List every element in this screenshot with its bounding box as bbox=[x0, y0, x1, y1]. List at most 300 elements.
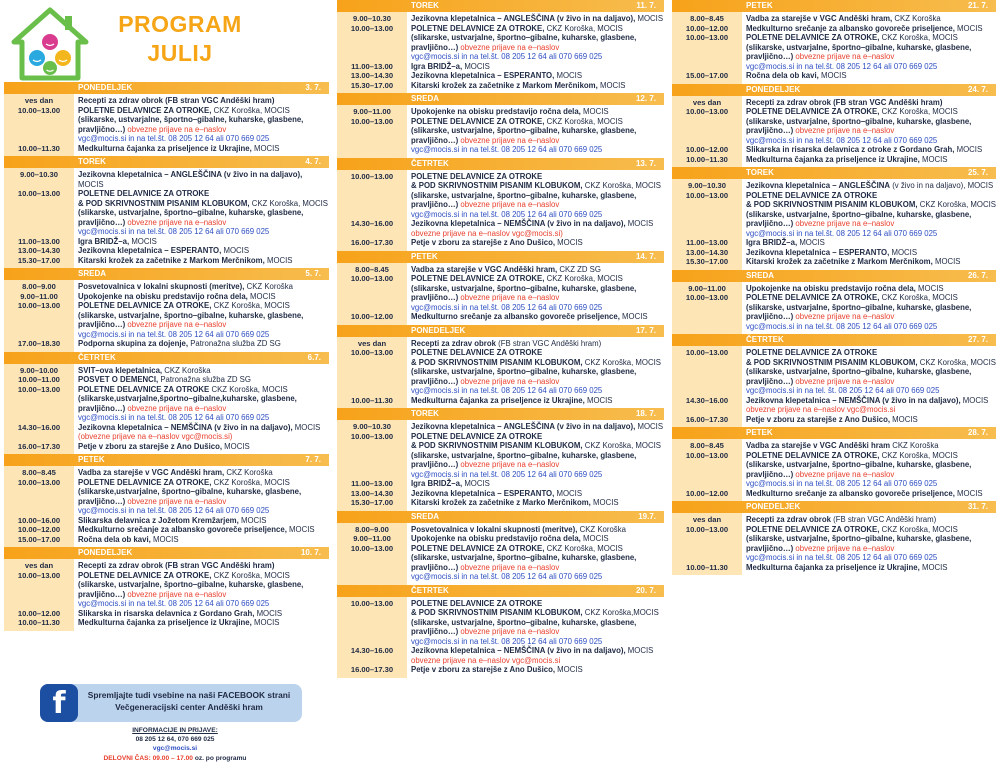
facebook-icon[interactable]: f bbox=[40, 684, 78, 722]
event-registration bbox=[411, 460, 664, 470]
event-time: 9.00–11.00 bbox=[20, 291, 58, 301]
event-text bbox=[742, 451, 996, 489]
day-section bbox=[337, 325, 664, 409]
event-row bbox=[337, 238, 664, 248]
event-contact[interactable]: vgc@mocis.si in na tel.št. 08 205 12 64 ali 070 669 025 bbox=[746, 61, 938, 71]
event-time: 9.00–10.30 bbox=[687, 181, 726, 190]
event-title: POLETNE DELAVNICE ZA OTROKE bbox=[411, 431, 543, 441]
event-row bbox=[672, 191, 996, 201]
event-title: POLETNE DELAVNICE ZA OTROKE, bbox=[411, 23, 545, 33]
event-registration bbox=[746, 126, 996, 136]
event-title: Slikarska delavnica z Jožetom Kremžarjem, bbox=[78, 515, 239, 525]
event-row bbox=[672, 515, 996, 525]
day-section bbox=[337, 511, 664, 585]
event-title: POLETNE DELAVNICE ZA OTROKE bbox=[78, 189, 210, 198]
event-row bbox=[4, 571, 329, 609]
event-location: MOCIS bbox=[556, 488, 583, 498]
event-title: & POD SKRIVNOSTNIM PISANIM KLOBUKOM, bbox=[78, 198, 250, 208]
event-location: MOCIS bbox=[921, 154, 948, 164]
event-time: 8.00–8.45 bbox=[355, 264, 389, 274]
day-events bbox=[337, 523, 664, 585]
event-text bbox=[407, 81, 664, 91]
day-name: SREDA bbox=[746, 270, 775, 280]
registration-note: obvezne prijave na e–naslov bbox=[460, 562, 560, 572]
event-registration bbox=[78, 432, 329, 442]
event-time: 16.00–17.30 bbox=[350, 665, 394, 674]
day-section bbox=[4, 547, 329, 631]
event-contact[interactable]: vgc@mocis.si in na tel.št. 08 205 12 64 ali 070 669 025 bbox=[746, 135, 938, 145]
event-contact[interactable]: vgc@mocis.si in na tel.št. 08 205 12 64 ali 070 669 025 bbox=[78, 413, 270, 422]
event-time: ves dan bbox=[24, 96, 54, 105]
event-contact[interactable]: vgc@mocis.si in na tel.št. 08 205 12 64 ali 070 669 025 bbox=[411, 302, 603, 312]
event-location: MOCIS bbox=[266, 255, 293, 265]
event-row bbox=[4, 237, 329, 247]
event-description: (slikarske, ustvarjalne, športno–gibalne, kuharske, glasbene, bbox=[78, 208, 304, 217]
program-title bbox=[100, 10, 260, 68]
title-line-2: JULIJ bbox=[147, 39, 213, 66]
day-header bbox=[672, 0, 996, 12]
event-text bbox=[407, 265, 664, 275]
event-row bbox=[337, 534, 664, 544]
event-description-end: pravljično…) bbox=[78, 403, 126, 413]
event-text bbox=[74, 189, 329, 199]
event-description: (slikarske, ustvarjalne, športno–gibalne, kuharske, glasbene, bbox=[411, 126, 637, 135]
day-name: SREDA bbox=[411, 511, 440, 521]
event-row bbox=[337, 117, 664, 155]
event-row bbox=[672, 14, 996, 24]
event-row bbox=[337, 358, 664, 396]
event-row bbox=[672, 98, 996, 108]
event-title: Upokojenke na obisku predstavijo ročna dela, bbox=[78, 291, 248, 301]
event-registration bbox=[78, 590, 329, 600]
event-title: Kitarski krožek za začetnike z Markom Merčnikom, bbox=[411, 80, 598, 90]
day-name: PETEK bbox=[746, 428, 773, 437]
event-contact[interactable]: vgc@mocis.si in na tel.št. 08 205 12 64 ali 070 669 025 bbox=[78, 506, 270, 515]
day-date: 20. 7. bbox=[635, 585, 656, 595]
event-title: Posvetovalnica v lokalni skupnosti (meritve), bbox=[78, 282, 245, 291]
event-time bbox=[337, 358, 407, 396]
event-time: 16.00–17.30 bbox=[685, 414, 729, 424]
event-row bbox=[337, 665, 664, 675]
event-text bbox=[74, 618, 329, 628]
event-text bbox=[74, 375, 329, 385]
day-header bbox=[672, 167, 996, 179]
event-title: Vadba za starejše v VGC Anděški hram, bbox=[411, 264, 558, 274]
event-time: 15.30–17.00 bbox=[685, 257, 729, 266]
event-text bbox=[742, 98, 996, 108]
event-title: Jezikovna klepetalnica – ANGLEŠČINA bbox=[746, 181, 891, 190]
event-row bbox=[337, 107, 664, 117]
event-row bbox=[672, 348, 996, 358]
event-title: Ročna dela ob kavi, bbox=[78, 534, 151, 544]
event-text bbox=[74, 199, 329, 237]
day-section bbox=[4, 454, 329, 547]
event-registration bbox=[78, 320, 329, 330]
event-location: MOCIS bbox=[957, 23, 983, 33]
event-title: Recepti za zdrav obrok bbox=[746, 515, 831, 524]
event-contact[interactable]: vgc@mocis.si in na tel.št. 08 205 12 64 ali 070 669 025 bbox=[78, 329, 270, 339]
event-text bbox=[74, 468, 329, 478]
event-contact[interactable]: vgc@mocis.si in na tel.št. 08 205 12 64 ali 070 669 025 bbox=[746, 321, 938, 331]
event-location: MOCIS bbox=[289, 525, 315, 534]
day-date: 17. 7. bbox=[635, 325, 656, 335]
event-title: Recepti za zdrav obrok bbox=[411, 338, 496, 348]
day-name: ČETRTEK bbox=[411, 158, 449, 168]
event-title: Slikarska in risarska delavnica z Gordano Grah, bbox=[78, 608, 255, 618]
event-text bbox=[742, 515, 996, 525]
event-title: Jezikovna klepetalnica – ANGLEŠČINA (v živo in na daljavo), bbox=[411, 422, 636, 431]
day-events bbox=[672, 513, 996, 575]
event-location: MOCIS bbox=[627, 219, 654, 228]
event-row bbox=[672, 107, 996, 145]
event-contact[interactable]: vgc@mocis.si in na tel. št. 08 205 12 64 ali 070 669 025 bbox=[746, 386, 940, 395]
event-text bbox=[407, 219, 664, 238]
event-text bbox=[742, 191, 996, 201]
day-header bbox=[337, 93, 664, 105]
event-time: 13.00–14.30 bbox=[17, 246, 61, 255]
title-line-1: PROGRAM bbox=[118, 11, 242, 37]
event-contact[interactable]: vgc@mocis.si in na tel.št. 08 205 12 64 ali 070 669 025 bbox=[746, 553, 938, 562]
event-registration bbox=[78, 404, 329, 414]
event-contact[interactable]: vgc@mocis.si in na tel.št. 08 205 12 64 ali 070 669 025 bbox=[411, 469, 603, 479]
event-time: 10.00–13.00 bbox=[17, 384, 61, 394]
house-logo-icon bbox=[10, 6, 90, 82]
event-title: Jezikovna klepetalnica – ESPERANTO, bbox=[746, 247, 890, 257]
event-title: & POD SKRIVNOSTNIM PISANIM KLOBUKOM, bbox=[746, 200, 918, 209]
event-registration bbox=[746, 219, 996, 229]
event-text bbox=[407, 117, 664, 155]
event-registration bbox=[746, 405, 996, 415]
event-text bbox=[74, 237, 329, 247]
event-location: CKZ Koroška, MOCIS bbox=[881, 33, 958, 42]
event-text bbox=[74, 339, 329, 349]
day-date: 31. 7. bbox=[967, 502, 988, 511]
event-title: Medkulturna čajanka za priseljence iz Ukrajine, bbox=[411, 395, 585, 405]
day-section bbox=[337, 0, 664, 93]
event-title: Medkulturno srečanje za albansko govoreče priseljence, bbox=[746, 488, 955, 498]
event-location: MOCIS bbox=[464, 479, 490, 488]
day-section bbox=[4, 268, 329, 352]
day-header bbox=[337, 158, 664, 170]
registration-note: obvezne prijave na e–naslov bbox=[795, 52, 895, 61]
event-text bbox=[742, 525, 996, 563]
event-title: Igra BRIDŽ–a, bbox=[746, 238, 798, 247]
day-events bbox=[4, 466, 329, 547]
event-contact[interactable]: vgc@mocis.si in na tel.št. 08 205 12 64 ali 070 669 025 bbox=[411, 636, 603, 646]
day-date: 4. 7. bbox=[305, 157, 321, 166]
event-time: 10.00–11.30 bbox=[686, 562, 728, 572]
registration-note: obvezne prijave na e–naslov bbox=[460, 200, 560, 209]
day-header bbox=[672, 501, 996, 513]
day-header bbox=[4, 547, 329, 559]
registration-note: obvezne prijave na e–naslov bbox=[460, 293, 560, 302]
day-date: 12. 7. bbox=[635, 94, 656, 103]
event-location: MOCIS bbox=[622, 312, 648, 321]
event-time: 17.00–18.30 bbox=[17, 339, 61, 348]
event-registration bbox=[411, 200, 664, 210]
event-time: 11.00–13.00 bbox=[351, 479, 393, 488]
event-location: CKZ Koroška bbox=[892, 441, 939, 450]
event-time: 13.00–14.30 bbox=[685, 247, 729, 257]
day-header bbox=[4, 352, 329, 364]
event-text bbox=[74, 170, 329, 189]
day-date: 10. 7. bbox=[300, 548, 321, 557]
event-time: 9.00–10.00 bbox=[19, 365, 58, 375]
registration-note: obvezne prijave na e–naslov bbox=[127, 496, 227, 506]
event-text bbox=[742, 441, 996, 451]
event-row bbox=[4, 282, 329, 292]
event-contact[interactable]: vgc@mocis.si in na tel.št. 08 205 12 64 ali 070 669 025 bbox=[78, 227, 270, 236]
event-row bbox=[337, 396, 664, 406]
event-location: MOCIS bbox=[253, 618, 280, 627]
day-date: 6.7. bbox=[307, 352, 321, 362]
info-email[interactable]: vgc@mocis.si bbox=[152, 745, 198, 753]
event-title: POLETNE DELAVNICE ZA OTROKE, bbox=[78, 105, 212, 115]
event-title: Medkulturna čajanka za priseljence iz Ukrajine, bbox=[746, 154, 920, 164]
event-title: POLETNE DELAVNICE ZA OTROKE bbox=[78, 384, 210, 394]
working-hours-value: 09.00 – 17.00 bbox=[152, 754, 193, 762]
event-row bbox=[4, 199, 329, 237]
event-text bbox=[74, 96, 329, 106]
column-1 bbox=[0, 0, 333, 772]
event-time: 10.00–13.00 bbox=[17, 477, 61, 487]
event-contact[interactable]: vgc@mocis.si in na tel.št. 08 205 12 64 ali 070 669 025 bbox=[411, 572, 603, 581]
event-time: 10.00–13.00 bbox=[350, 171, 394, 181]
event-title: POLETNE DELAVNICE ZA OTROKE, bbox=[411, 116, 545, 126]
event-title: & POD SKRIVNOSTNIM PISANIM KLOBUKOM, bbox=[411, 441, 583, 450]
day-list bbox=[668, 0, 1000, 575]
event-row bbox=[337, 422, 664, 432]
day-list bbox=[333, 0, 668, 678]
event-title: Petje v zboru za starejše z Ano Dušico, bbox=[411, 665, 555, 674]
registration-note: obvezne prijave na e–naslov bbox=[460, 135, 560, 145]
event-text bbox=[742, 33, 996, 71]
event-description-end: pravljično…) bbox=[746, 126, 794, 135]
day-header bbox=[337, 0, 664, 12]
event-text bbox=[407, 441, 664, 479]
event-text bbox=[742, 14, 996, 24]
event-row bbox=[672, 396, 996, 415]
event-contact[interactable]: vgc@mocis.si in na tel.št. 08 205 12 64 ali 070 669 025 bbox=[746, 479, 938, 488]
event-location: (FB stran VGC Anděški hram) bbox=[498, 338, 602, 348]
event-text bbox=[407, 71, 664, 81]
day-header bbox=[337, 408, 664, 420]
event-text bbox=[407, 432, 664, 442]
event-description-end: pravljično…) bbox=[411, 627, 459, 636]
event-time: 9.00–11.00 bbox=[688, 283, 726, 293]
event-location: CKZ Koroška, MOCIS bbox=[919, 357, 996, 367]
event-text bbox=[742, 24, 996, 34]
event-time: 11.00–13.00 bbox=[18, 236, 60, 246]
event-time: 10.00–13.00 bbox=[17, 301, 61, 310]
event-text bbox=[74, 442, 329, 452]
event-row bbox=[337, 181, 664, 219]
event-contact[interactable]: vgc@mocis.si in na tel.št. 08 205 12 64 ali 070 669 025 bbox=[78, 134, 270, 143]
event-time: 10.00–12.00 bbox=[17, 525, 61, 534]
event-title: Jezikovna klepetalnica – ANGLEŠČINA (v živo in na daljavo), bbox=[411, 14, 636, 23]
event-row bbox=[4, 442, 329, 452]
event-registration bbox=[411, 563, 664, 573]
event-description-end: pravljično…) bbox=[78, 496, 126, 506]
event-text bbox=[742, 248, 996, 258]
event-row bbox=[337, 489, 664, 499]
info-heading: INFORMACIJE IN PRIJAVE: bbox=[132, 727, 218, 734]
event-text bbox=[742, 358, 996, 396]
event-description-end: pravljično…) bbox=[746, 376, 794, 386]
registration-note: (obvezne prijave na e–naslov vgc@mocis.si) bbox=[78, 432, 233, 441]
event-text bbox=[407, 274, 664, 312]
event-location: CKZ Koroška bbox=[164, 365, 211, 375]
event-title: Medkulturno srečanje za albansko govoreče priseljence, bbox=[78, 525, 287, 534]
event-description: (slikarske, ustvarjalne, športno–gibalne, kuharske, glasbene, bbox=[746, 460, 972, 469]
event-description-end: pravljično…) bbox=[411, 562, 459, 572]
day-section bbox=[337, 408, 664, 511]
event-title: & POD SKRIVNOSTNIM PISANIM KLOBUKOM, bbox=[746, 357, 918, 367]
event-text bbox=[742, 257, 996, 267]
event-text bbox=[74, 256, 329, 266]
event-description-end: pravljično…) bbox=[746, 52, 794, 61]
event-row bbox=[4, 246, 329, 256]
event-contact[interactable]: vgc@mocis.si in na tel.št. 08 205 12 64 ali 070 669 025 bbox=[411, 145, 603, 154]
event-time: 10.00–13.00 bbox=[350, 598, 394, 608]
event-contact[interactable]: vgc@mocis.si in na tel.št. 08 205 12 64 ali 070 669 025 bbox=[411, 52, 603, 61]
event-description: (slikarske, ustvarjalne, športno–gibalne, kuharske, glasbene, bbox=[78, 115, 304, 124]
event-description: (slikarske, ustvarjalne, športno–gibalne, kuharske, glasbene, bbox=[411, 283, 637, 293]
day-name: SREDA bbox=[78, 269, 107, 278]
day-date: 25. 7. bbox=[967, 168, 988, 177]
event-text bbox=[407, 608, 664, 646]
event-time: ves dan bbox=[357, 338, 387, 348]
event-location: CKZ Koroška, MOCIS bbox=[584, 181, 661, 190]
event-time: 10.00–13.00 bbox=[350, 116, 394, 126]
registration-note: obvezne prijave na e–naslov bbox=[795, 126, 895, 135]
event-text bbox=[74, 423, 329, 442]
event-row bbox=[4, 375, 329, 385]
event-row bbox=[337, 265, 664, 275]
day-section bbox=[672, 167, 996, 270]
day-name: ČETRTEK bbox=[411, 585, 449, 595]
day-header bbox=[337, 251, 664, 263]
event-description: (slikarske, ustvarjalne, športno–gibalne, kuharske, glasbene, bbox=[411, 367, 637, 376]
event-location: Patronažna služba ZD SG bbox=[190, 339, 281, 348]
event-row bbox=[672, 71, 996, 81]
event-title: Vadba za starejše v VGC Anděški hram, bbox=[78, 468, 225, 477]
event-time: 8.00–8.45 bbox=[22, 468, 56, 477]
event-title: Jezikovna klepetalnica – NEMŠČINA (v živo in na daljavo), bbox=[411, 646, 626, 655]
event-row bbox=[337, 525, 664, 535]
registration-note: obvezne prijave na e–naslov bbox=[127, 589, 227, 599]
event-row bbox=[337, 348, 664, 358]
event-text bbox=[407, 498, 664, 508]
event-location: CKZ Koroška, MOCIS bbox=[919, 200, 996, 209]
day-date: 28. 7. bbox=[967, 428, 988, 437]
event-row bbox=[4, 301, 329, 339]
event-row bbox=[672, 200, 996, 238]
event-text bbox=[407, 238, 664, 248]
day-name: ČETRTEK bbox=[746, 335, 784, 344]
event-text bbox=[742, 284, 996, 294]
day-list bbox=[0, 82, 333, 631]
event-contact[interactable]: vgc@mocis.si in na tel.št. 08 205 12 64 ali 070 669 025 bbox=[78, 599, 270, 608]
event-location: CKZ Koroška, MOCIS bbox=[546, 543, 623, 553]
event-title: Vadba za starejše v VGC Anděški hram bbox=[746, 441, 891, 450]
event-location: MOCIS bbox=[240, 515, 267, 525]
event-title: Posvetovalnica v lokalni skupnosti (meritve), bbox=[411, 524, 578, 534]
event-title: Slikarska in risarska delavnica z otroke z Gordano Grah, bbox=[746, 145, 955, 154]
event-location: (v živo in na daljavo), MOCIS bbox=[892, 181, 994, 190]
day-header bbox=[672, 427, 996, 439]
event-time: 10.00–11.30 bbox=[18, 143, 60, 153]
event-registration bbox=[411, 136, 664, 146]
event-title: POLETNE DELAVNICE ZA OTROKE, bbox=[746, 450, 880, 460]
day-section bbox=[672, 334, 996, 427]
event-contact[interactable]: vgc@mocis.si in na tel.št. 08 205 12 64 ali 070 669 025 bbox=[411, 386, 603, 395]
event-time: 10.00–13.00 bbox=[685, 190, 729, 200]
event-description-end: pravljično…) bbox=[746, 312, 794, 321]
day-events bbox=[672, 282, 996, 335]
registration-note: obvezne prijave na e–naslov vgc@mocis.si) bbox=[411, 228, 563, 238]
event-text bbox=[742, 71, 996, 81]
registration-note: obvezne prijave na e–naslov bbox=[795, 219, 895, 228]
event-title: Jezikovna klepetalnica – NEMŠČINA (v živo in na daljavo), bbox=[78, 422, 293, 432]
day-date: 11. 7. bbox=[636, 1, 656, 10]
facebook-banner[interactable] bbox=[40, 684, 302, 722]
header bbox=[0, 0, 333, 82]
registration-note: obvezne prijave na e–naslov vgc@mocis.si bbox=[746, 405, 896, 414]
event-time: 15.30–17.00 bbox=[350, 498, 394, 507]
event-row bbox=[672, 358, 996, 396]
event-description: (slikarske, ustvarjalne, športno–gibalne, kuharske, glasbene, bbox=[746, 534, 972, 543]
event-row bbox=[672, 451, 996, 489]
event-location: CKZ Koroška bbox=[894, 14, 941, 23]
event-row bbox=[337, 62, 664, 72]
event-text bbox=[742, 293, 996, 331]
event-location: CKZ Koroška, MOCIS bbox=[881, 107, 958, 116]
event-title: POLETNE DELAVNICE ZA OTROKE bbox=[411, 348, 543, 357]
event-contact[interactable]: vgc@mocis.si in na tel.št. 08 205 12 64 ali 070 669 025 bbox=[746, 228, 938, 238]
day-section bbox=[672, 501, 996, 575]
event-title: Medkulturno srečanje za albansko govoreče priseljence, bbox=[411, 312, 620, 321]
event-location: CKZ Koroška, MOCIS bbox=[213, 301, 290, 310]
event-location: MOCIS bbox=[464, 61, 490, 71]
event-title: Jezikovna klepetalnica – ESPERANTO, bbox=[78, 246, 222, 255]
event-title: POLETNE DELAVNICE ZA OTROKE bbox=[746, 190, 878, 200]
event-location: CKZ Koroška, MOCIS bbox=[546, 116, 623, 126]
event-contact[interactable]: vgc@mocis.si in na tel.št. 08 205 12 64 ali 070 669 025 bbox=[411, 209, 603, 219]
registration-note: obvezne prijave na e–naslov bbox=[460, 42, 560, 52]
event-row bbox=[672, 33, 996, 71]
event-location: CKZ Koroška, MOCIS bbox=[211, 384, 288, 394]
event-text bbox=[74, 561, 329, 571]
event-description: (slikarske,ustvarjalne,športno–gibalne,kuharske, glasbene, bbox=[78, 394, 297, 403]
event-title: Jezikovna klepetalnica – ESPERANTO, bbox=[411, 488, 555, 498]
event-time: 10.00–13.00 bbox=[350, 348, 394, 357]
day-events bbox=[672, 179, 996, 270]
event-time: 14.30–16.00 bbox=[350, 646, 394, 655]
event-location: CKZ Koroška, MOCIS bbox=[881, 450, 958, 460]
event-text bbox=[74, 478, 329, 516]
registration-note: obvezne prijave na e–naslov vgc@mocis.si bbox=[411, 655, 561, 665]
event-text bbox=[74, 516, 329, 526]
event-time: 10.00–16.00 bbox=[17, 515, 61, 525]
day-date: 14. 7. bbox=[635, 251, 656, 261]
event-time: 10.00–11.30 bbox=[18, 618, 60, 627]
event-registration bbox=[746, 377, 996, 387]
event-title: Medkulturna čajanka za priseljence iz Ukrajine, bbox=[78, 143, 252, 153]
event-text bbox=[742, 238, 996, 248]
day-date: 19.7. bbox=[638, 511, 656, 521]
event-title: & POD SKRIVNOSTNIM PISANIM KLOBUKOM, bbox=[411, 608, 583, 617]
